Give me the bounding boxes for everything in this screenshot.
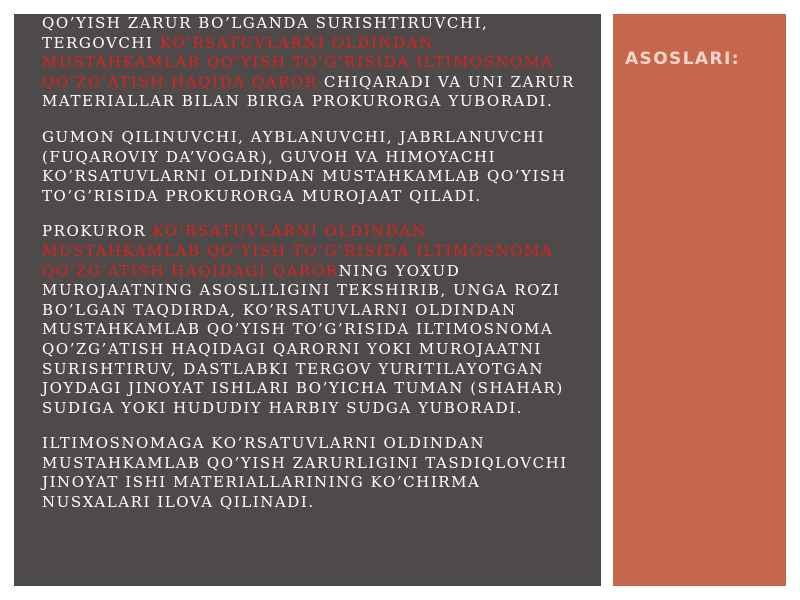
paragraph-3-text-end: NING YOXUD MUROJAATNING ASOSLILIGINI TEKSHIRIB, UNGA ROZI BO’LGAN TAQDIRDA, KO’RSATUVLARNI OLDINDAN MUSTAHKAMLAB QO’YISH TO’G’RISIDA ILTIMOSNOMA QO’ZG’ATISH HAQIDAGI QARORNI YOKI MUROJAATNI SURISHTIRUV, DASTLABKI TERGOV YURITILAYOTGAN JOYDAGI JINOYAT ISHLARI BO’YICHA TUMAN (SHAHAR) SUDIGA YOKI HUDUDIY HARBIY SUDGA YUBORADI. <box>42 261 564 417</box>
title-panel <box>613 14 786 586</box>
paragraph-4: ILTIMOSNOMAGA KO’RSATUVLARNI OLDINDAN MUSTAHKAMLAB QO’YISH ZARURLIGINI TASDIQLOVCHI JINOYAT ISHI MATERIALLARINING KO’CHIRMA NUSXALARI ILOVA QILINADI. <box>42 434 568 512</box>
paragraph-1 <box>42 14 581 112</box>
paragraph-3-text-start: PROKUROR <box>42 222 153 241</box>
paragraph-1-text-start: QO’YISH ZARUR BO’LGANDA SURISHTIRUVCHI, TERGOVCHI <box>42 14 489 52</box>
paragraph-2: GUMON QILINUVCHI, AYBLANUVCHI, JABRLANUVCHI (FUQAROVIY DA’VOGAR), GUVOH VA HIMOYACHI KO’RSATUVLARNI OLDINDAN MUSTAHKAMLAB QO’YISH TO’G’RISIDA PROKURORGA MUROJAAT QILADI. <box>42 127 567 205</box>
paragraph-3 <box>42 222 581 418</box>
content-panel <box>14 14 601 586</box>
paragraph-1-text-end: CHIQARADI VA UNI ZARUR MATERIALLAR BILAN BIRGA PROKURORGA YUBORADI. <box>42 72 575 111</box>
paragraph-3-highlight: KO’RSATUVLARNI OLDINDAN MUSTAHKAMLAB QO’YISH TO’G’RISIDA ILTIMOSNOMA QO’ZG’ATISH HAQIDAGI QAROR <box>42 222 554 280</box>
slide-title: ASOSLARI: <box>625 49 740 69</box>
paragraph-1-highlight: KO’RSATUVLARNI OLDINDAN MUSTAHKAMLAB QO’YISH TO’G’RISIDA ILTIMOSNOMA QO’ZG’ATISH HAQIDA QAROR <box>42 33 554 91</box>
